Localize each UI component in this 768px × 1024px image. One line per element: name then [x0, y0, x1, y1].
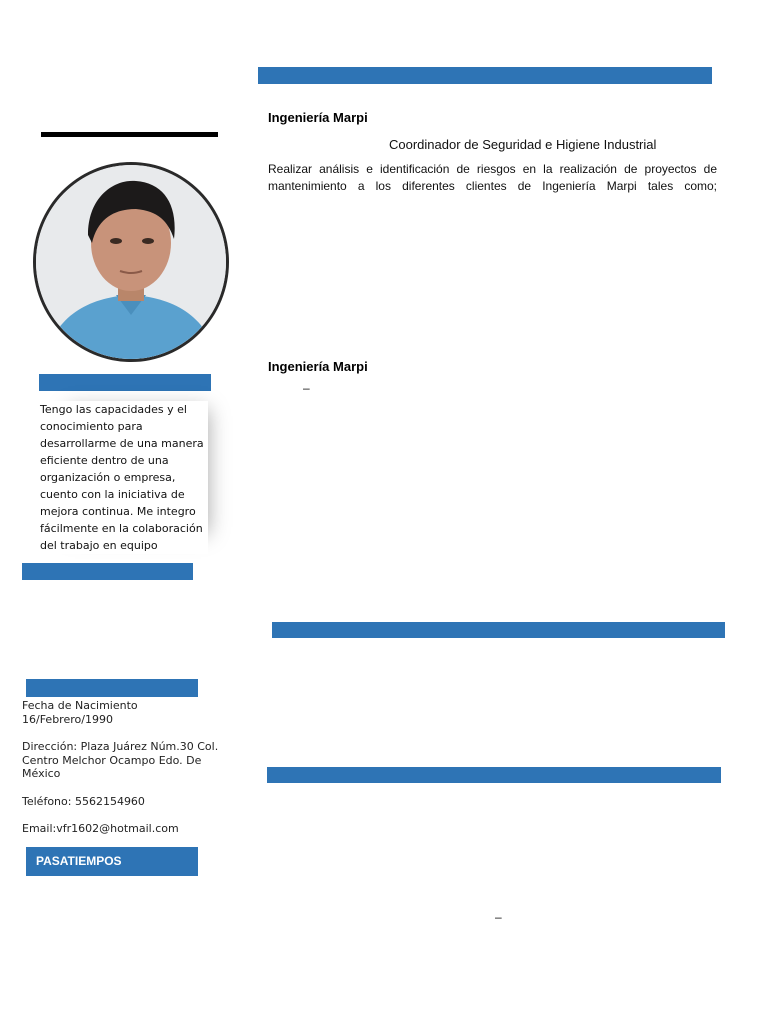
hobbies-section-header: PASATIEMPOS [26, 847, 198, 876]
profile-header-bar [39, 374, 211, 391]
about-text: Tengo las capacidades y el conocimiento para desarrollarme de una manera eficiente dentro de una organización o empresa, cuento con la iniciativa de mejora continua. Me integro fácilmente en la colaboración del trabajo en equipo [40, 401, 208, 554]
footer-dash: – [495, 910, 502, 924]
job-1-description: Realizar análisis e identificación de riesgos en la realización de proyectos de mantenimiento a los diferentes clientes de Ingeniería Marpi tales como; [268, 162, 717, 193]
contact-info [22, 699, 232, 850]
name-underline [41, 132, 218, 137]
email: Email:vfr1602@hotmail.com [22, 822, 179, 835]
experience-header-bar [258, 67, 712, 84]
phone: Teléfono: 5562154960 [22, 794, 145, 808]
about-footer-bar [22, 563, 193, 580]
job-1-position: Coordinador de Seguridad e Higiene Industrial [389, 137, 657, 152]
birth-date: 16/Febrero/1990 [22, 712, 113, 726]
profile-photo [33, 162, 229, 362]
skills-header-bar [267, 767, 721, 783]
job-2-company: Ingeniería Marpi [268, 359, 368, 374]
person-avatar-icon [36, 165, 226, 359]
birth-label: Fecha de Nacimiento [22, 699, 138, 712]
job-1-company: Ingeniería Marpi [268, 110, 368, 125]
job-2-dash: – [303, 381, 310, 395]
education-header-bar [272, 622, 725, 638]
contact-header-bar [26, 679, 198, 697]
birth-info [22, 699, 232, 726]
address: Dirección: Plaza Juárez Núm.30 Col. Centro Melchor Ocampo Edo. De México [22, 740, 219, 780]
